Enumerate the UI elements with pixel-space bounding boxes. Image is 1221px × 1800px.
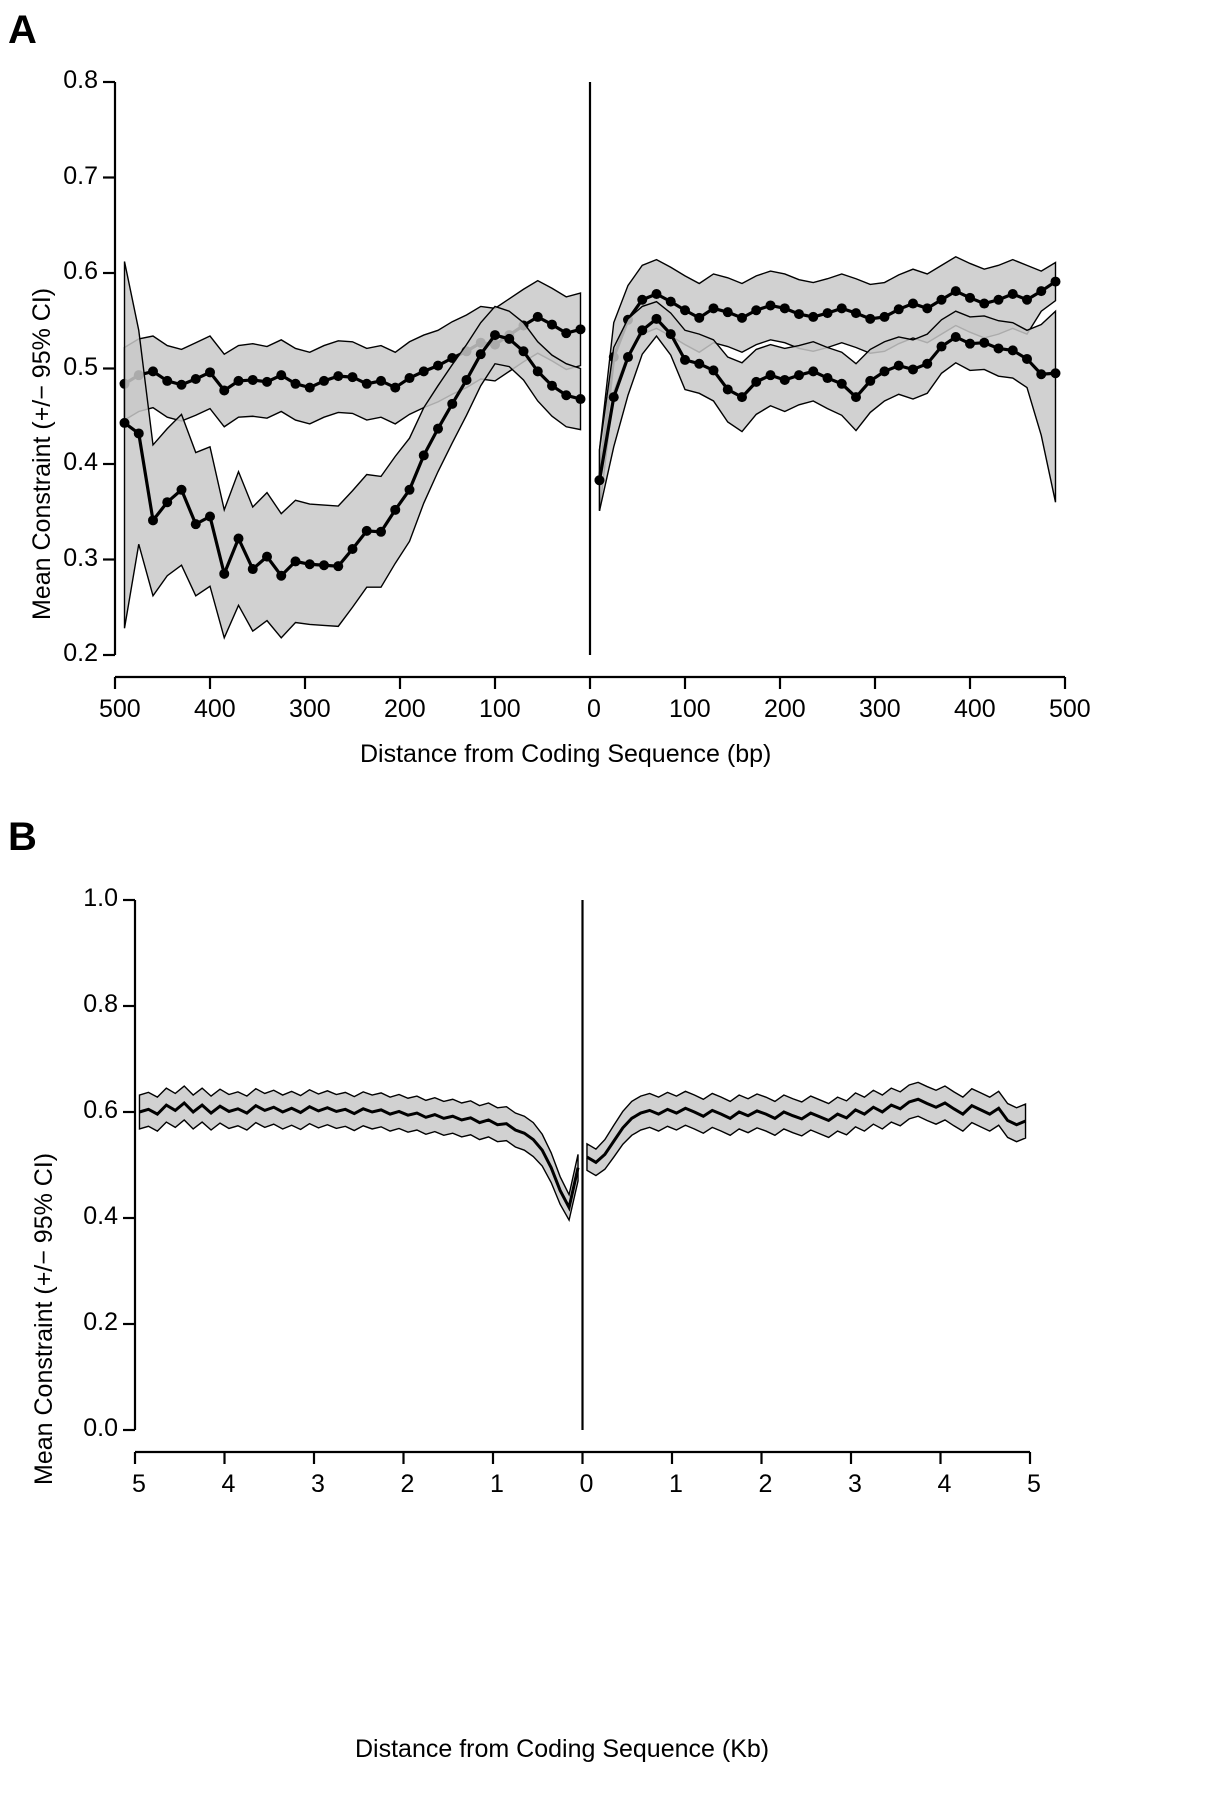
panel-a-plot — [0, 0, 1221, 740]
x-tick-label: 500 — [99, 695, 141, 723]
x-tick-label: 200 — [384, 695, 426, 723]
y-tick-label: 0.8 — [63, 66, 98, 94]
x-tick-label: 400 — [954, 695, 996, 723]
x-tick-label: 2 — [758, 1470, 773, 1498]
panel-b-plot — [0, 805, 1221, 1735]
x-tick-label: 5 — [1027, 1470, 1041, 1498]
x-tick-label: 300 — [289, 695, 331, 723]
panel-a-letter: A — [8, 8, 37, 52]
panel-b-letter: B — [8, 815, 37, 859]
x-tick-label: 3 — [311, 1470, 325, 1498]
x-tick-label: 1 — [669, 1470, 683, 1498]
x-tick-label: 100 — [669, 695, 711, 723]
panel-b — [0, 805, 1221, 1800]
x-tick-label: 300 — [859, 695, 901, 723]
x-tick-label: 4 — [937, 1470, 952, 1498]
x-tick-label: 0 — [579, 1470, 594, 1498]
x-tick-label: 0 — [587, 695, 601, 723]
x-tick-label: 100 — [479, 695, 521, 723]
panel-a-x-axis-label: Distance from Coding Sequence (bp) — [360, 740, 772, 768]
x-tick-label: 500 — [1049, 695, 1091, 723]
panel-b-x-axis-label: Distance from Coding Sequence (Kb) — [355, 1735, 770, 1763]
y-tick-label: 0.6 — [83, 1096, 118, 1124]
x-tick-label: 400 — [194, 695, 236, 723]
y-tick-label: 0.6 — [63, 257, 98, 285]
x-tick-label: 1 — [490, 1470, 504, 1498]
y-tick-label: 0.2 — [63, 639, 98, 667]
x-tick-label: 4 — [221, 1470, 236, 1498]
y-tick-label: 0.4 — [63, 448, 98, 476]
y-tick-label: 1.0 — [83, 884, 118, 912]
y-tick-label: 0.4 — [83, 1202, 118, 1230]
panel-b-y-axis-label: Mean Constraint (+/− 95% CI) — [30, 1152, 58, 1485]
x-tick-label: 200 — [764, 695, 806, 723]
x-tick-label: 5 — [132, 1470, 146, 1498]
y-tick-label: 0.3 — [63, 543, 98, 572]
panel-a — [0, 0, 1221, 800]
panel-a-y-axis-label: Mean Constraint (+/− 95% CI) — [28, 287, 56, 620]
y-tick-label: 0.2 — [83, 1308, 118, 1336]
y-tick-label: 0.8 — [83, 990, 118, 1018]
x-tick-label: 3 — [848, 1470, 862, 1498]
x-tick-label: 2 — [400, 1470, 415, 1498]
y-tick-label: 0.0 — [83, 1414, 118, 1442]
y-tick-label: 0.5 — [63, 352, 98, 381]
y-tick-label: 0.7 — [63, 161, 98, 190]
